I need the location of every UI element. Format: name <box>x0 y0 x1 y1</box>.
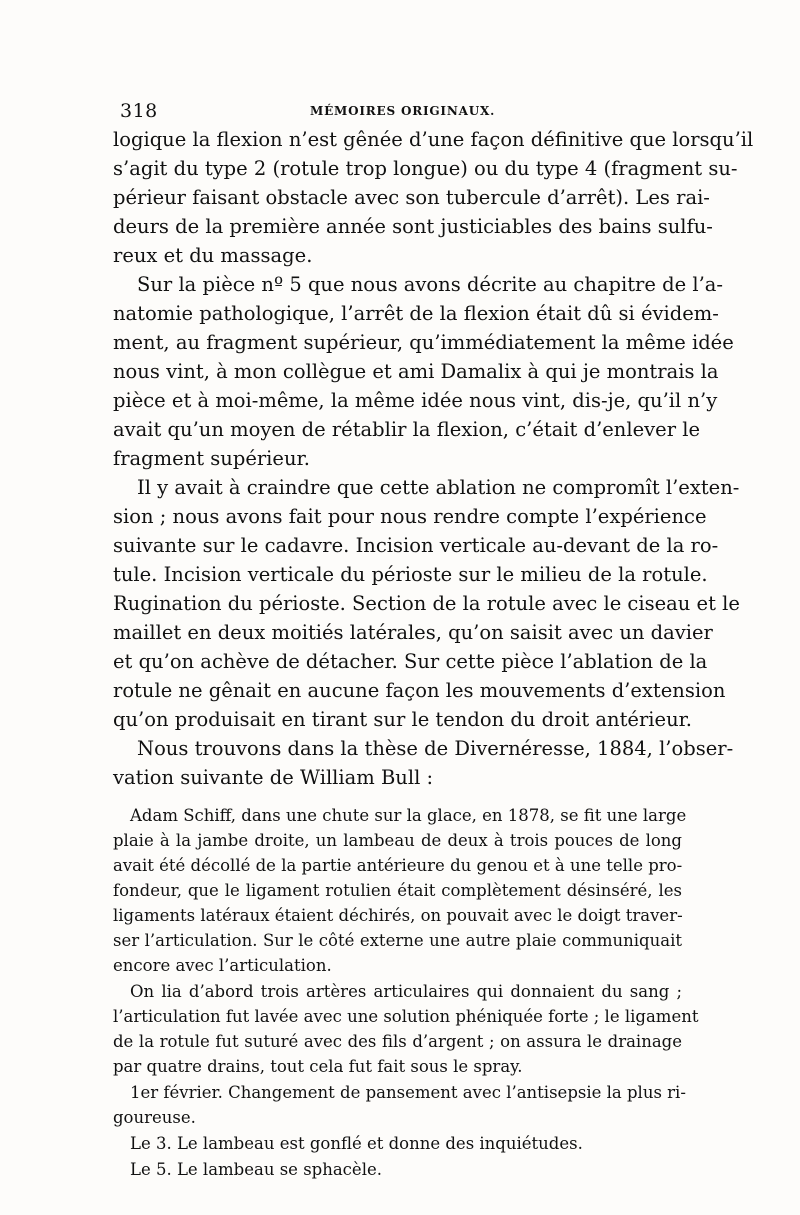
body-line: deurs de la première année sont justiciables des bains sulfu- <box>113 215 713 238</box>
quote-line: encore avec l’articulation. <box>113 956 332 975</box>
running-head: MÉMOIRES ORIGINAUX. <box>310 104 496 118</box>
body-line: rotule ne gênait en aucune façon les mouvements d’extension <box>113 679 726 702</box>
body-line: qu’on produisait en tirant sur le tendon du droit antérieur. <box>113 708 693 731</box>
quote-line: Adam Schiff, dans une chute sur la glace, en 1878, se fit une large <box>130 806 687 825</box>
page-number: 318 <box>120 100 158 122</box>
quote-line: Le 3. Le lambeau est gonflé et donne des inquiétudes. <box>130 1134 583 1153</box>
quote-line: plaie à la jambe droite, un lambeau de deux à trois pouces de long <box>113 831 682 850</box>
body-line: natomie pathologique, l’arrêt de la flexion était dû si évidem- <box>113 302 719 325</box>
quote-line: fondeur, que le ligament rotulien était complètement désinséré, les <box>113 881 682 900</box>
body-line: avait qu’un moyen de rétablir la flexion, c’était d’enlever le <box>113 418 700 441</box>
body-line: et qu’on achève de détacher. Sur cette pièce l’ablation de la <box>113 650 708 673</box>
body-line: s’agit du type 2 (rotule trop longue) ou du type 4 (fragment su- <box>113 157 738 180</box>
body-line: logique la flexion n’est gênée d’une façon définitive que lorsqu’il <box>113 128 754 151</box>
body-line: suivante sur le cadavre. Incision verticale au-devant de la ro- <box>113 534 719 557</box>
body-line: nous vint, à mon collègue et ami Damalix à qui je montrais la <box>113 360 719 383</box>
quote-line: Le 5. Le lambeau se sphacèle. <box>130 1160 382 1179</box>
body-line: sion ; nous avons fait pour nous rendre compte l’expérience <box>113 505 707 528</box>
quote-line: ligaments latéraux étaient déchirés, on pouvait avec le doigt traver- <box>113 906 683 925</box>
body-line: pièce et à moi-même, la même idée nous vint, dis-je, qu’il n’y <box>113 389 718 412</box>
quote-line: 1er février. Changement de pansement avec l’antisepsie la plus ri- <box>130 1083 686 1102</box>
body-line: vation suivante de William Bull : <box>113 766 434 789</box>
body-line: reux et du massage. <box>113 244 313 267</box>
body-line: tule. Incision verticale du périoste sur le milieu de la rotule. <box>113 563 708 586</box>
page-header <box>120 100 680 124</box>
body-line: ment, au fragment supérieur, qu’immédiatement la même idée <box>113 331 734 354</box>
quote-line: par quatre drains, tout cela fut fait sous le spray. <box>113 1057 523 1076</box>
quote-line: l’articulation fut lavée avec une solution phéniquée forte ; le ligament <box>113 1007 699 1026</box>
quote-line: ser l’articulation. Sur le côté externe une autre plaie communiquait <box>113 931 682 950</box>
quote-line: de la rotule fut suturé avec des fils d’argent ; on assura le drainage <box>113 1032 682 1051</box>
body-line: Rugination du périoste. Section de la rotule avec le ciseau et le <box>113 592 740 615</box>
quote-line: On lia d’abord trois artères articulaires qui donnaient du sang ; <box>130 982 682 1001</box>
body-line: maillet en deux moitiés latérales, qu’on saisit avec un davier <box>113 621 713 644</box>
body-line: périeur faisant obstacle avec son tubercule d’arrêt). Les rai- <box>113 186 710 209</box>
body-line: Sur la pièce nº 5 que nous avons décrite au chapitre de l’a- <box>137 273 723 296</box>
body-line: Nous trouvons dans la thèse de Divernéresse, 1884, l’obser- <box>137 737 734 760</box>
quote-line: avait été décollé de la partie antérieure du genou et à une telle pro- <box>113 856 683 875</box>
quote-line: goureuse. <box>113 1108 196 1127</box>
body-line: fragment supérieur. <box>113 447 310 470</box>
body-line: Il y avait à craindre que cette ablation ne compromît l’exten- <box>137 476 740 499</box>
